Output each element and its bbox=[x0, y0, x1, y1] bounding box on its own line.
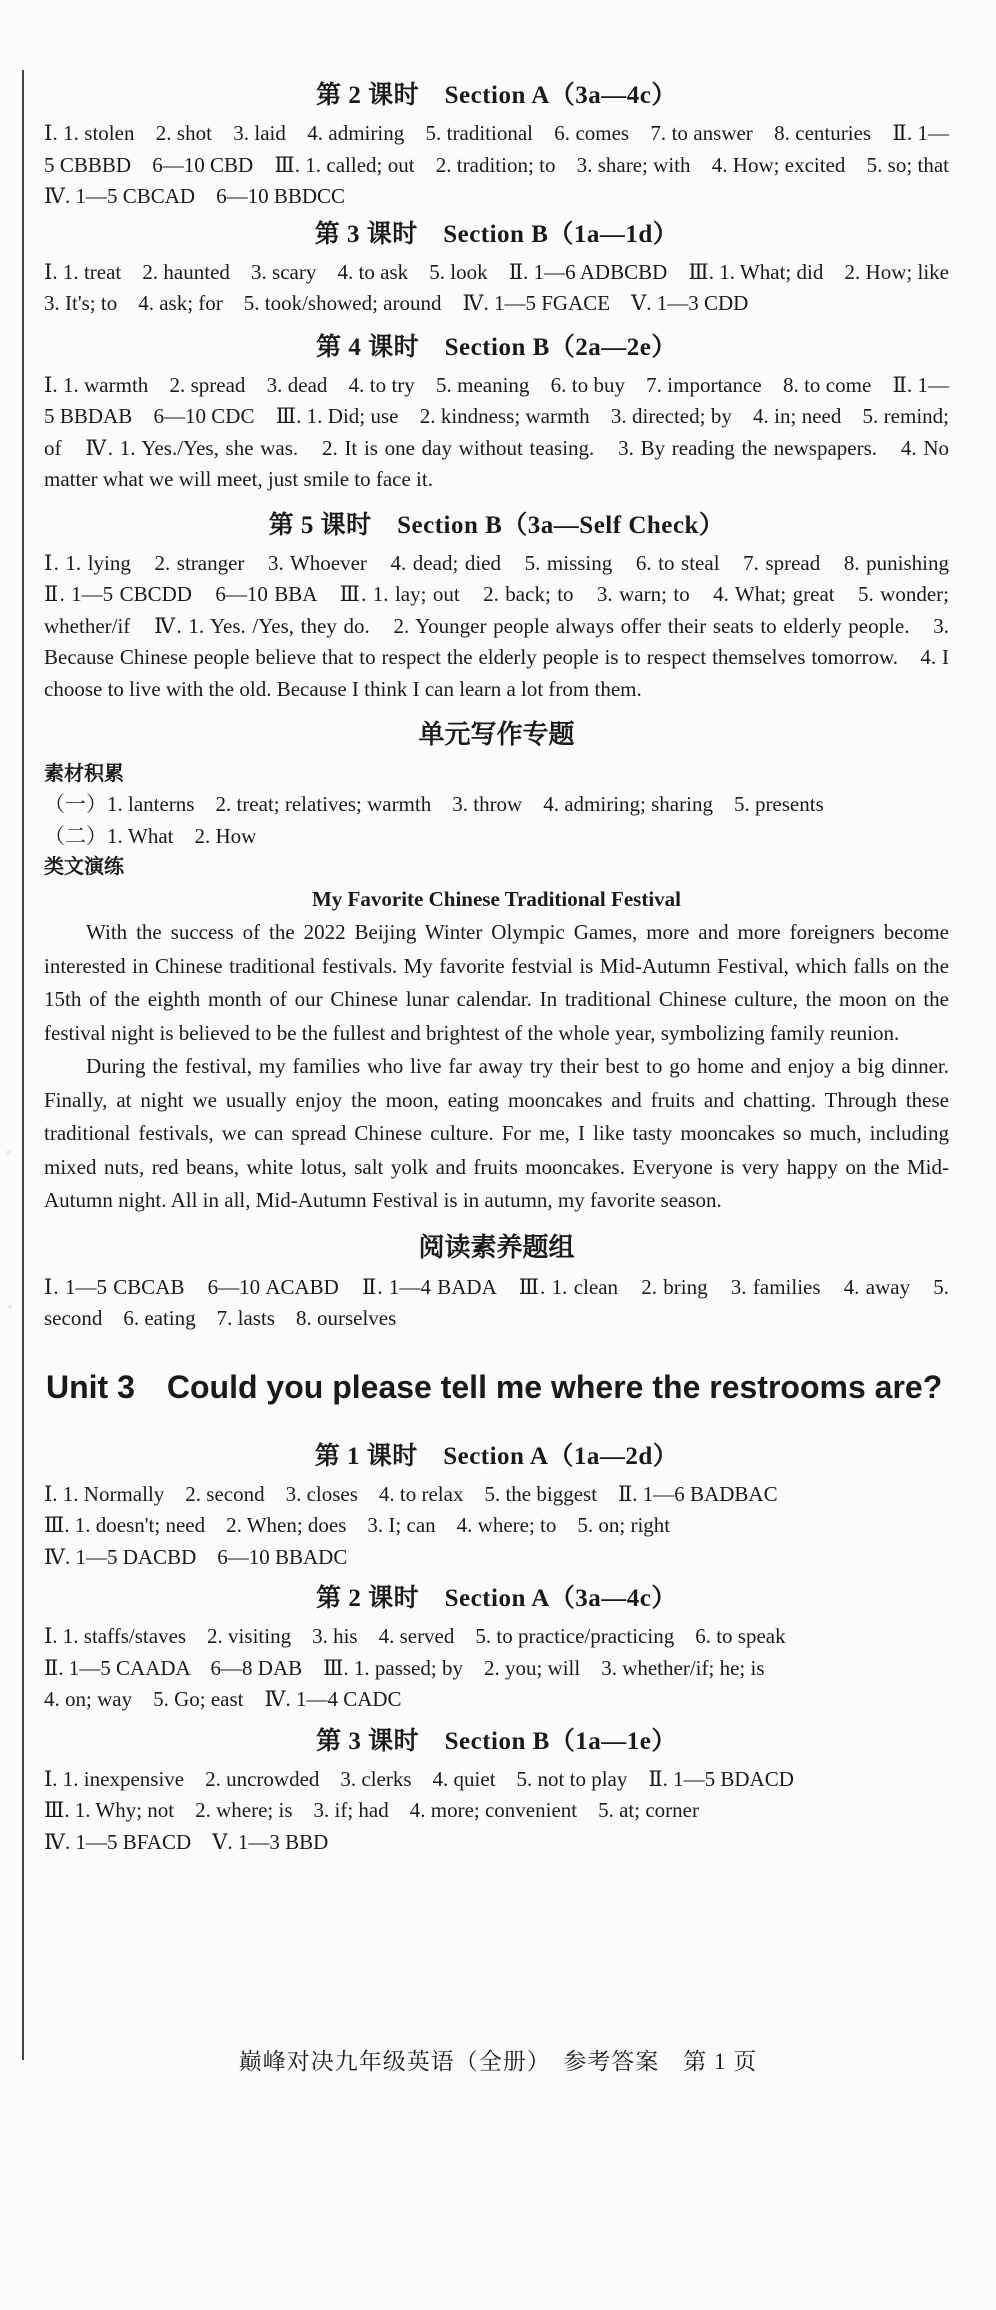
reading-heading: 阅读素养题组 bbox=[418, 1232, 575, 1262]
material-label: 素材积累 bbox=[44, 763, 124, 785]
unit3-lesson-1-line: Ⅰ. 1. Normally 2. second 3. closes 4. to relax 5. the biggest Ⅱ. 1—6 BADBAC bbox=[44, 1481, 778, 1506]
scan-speck bbox=[8, 1305, 12, 1309]
scan-speck bbox=[6, 1150, 11, 1155]
lesson-4-heading: 第 4 课时 Section B（2a—2e） bbox=[316, 333, 677, 361]
lesson-3-answers: Ⅰ. 1. treat 2. haunted 3. scary 4. to ask 5. look Ⅱ. 1—6 ADBCBD Ⅲ. 1. What; did 2. How; like 3. It's; to 4. ask; for 5. took/showed; around Ⅳ. 1—5 FGACE Ⅴ. 1—3 CDD bbox=[44, 259, 970, 315]
essay-paragraph-1: With the success of the 2022 Beijing Winter Olympic Games, more and more foreigners become interested in Chinese traditional festivals. My favorite festvial is Mid-Autumn Festival, which falls on the 15th of the eighth month of our Chinese lunar calendar. In traditional Chinese culture, the moon on the festival night is believed to be the fullest and brightest of the whole year, symbolizing family reunion. bbox=[44, 920, 949, 1045]
lesson-2-heading: 第 2 课时 Section A（3a—4c） bbox=[316, 82, 677, 109]
writing-heading: 单元写作专题 bbox=[418, 720, 575, 749]
unit3-lesson-1-line: Ⅲ. 1. doesn't; need 2. When; does 3. I; can 4. where; to 5. on; right bbox=[44, 1513, 671, 1537]
unit3-lesson-1-heading: 第 1 课时 Section A（1a—2d） bbox=[314, 1442, 679, 1470]
material-line-2: （二）1. What 2. How bbox=[44, 823, 257, 848]
essay-paragraph-2: During the festival, my families who live far away try their best to go home and enjoy a big dinner. Finally, at night we usually enjoy the moon, eating mooncakes and fruits and chatting. Through these traditional festivals, we can spread Chinese culture. For me, I like tasty mooncakes so much, including mixed nuts, red beans, white lotus, salt yolk and fruits mooncakes. Everyone is very happy on the Mid-Autumn night. All in all, Mid-Autumn Festival is in autumn, my favorite season. bbox=[44, 1054, 949, 1212]
unit-3-title: Unit 3 Could you please tell me where the restrooms are? bbox=[46, 1368, 943, 1405]
reading-answers: Ⅰ. 1—5 CBCAB 6—10 ACABD Ⅱ. 1—4 BADA Ⅲ. 1. clean 2. bring 3. families 4. away 5. second 6. eating 7. lasts 8. ourselves bbox=[44, 1274, 949, 1330]
unit3-lesson-2-line: Ⅱ. 1—5 CAADA 6—8 DAB Ⅲ. 1. passed; by 2. you; will 3. whether/if; he; is bbox=[44, 1655, 765, 1680]
unit3-lesson-3-line: Ⅰ. 1. inexpensive 2. uncrowded 3. clerks 4. quiet 5. not to play Ⅱ. 1—5 BDACD bbox=[44, 1766, 794, 1791]
essay-title: My Favorite Chinese Traditional Festival bbox=[311, 887, 682, 911]
unit3-lesson-1-line: Ⅳ. 1—5 DACBD 6—10 BBADC bbox=[44, 1544, 348, 1569]
left-margin-rule bbox=[22, 70, 24, 2060]
practice-label: 类文演练 bbox=[44, 856, 124, 878]
material-line-1: （一）1. lanterns 2. treat; relatives; warmth 3. throw 4. admiring; sharing 5. presents bbox=[44, 792, 824, 816]
unit3-lesson-2-heading: 第 2 课时 Section A（3a—4c） bbox=[316, 1585, 677, 1612]
lesson-5-answers: Ⅰ. 1. lying 2. stranger 3. Whoever 4. dead; died 5. missing 6. to steal 7. spread 8. punishing Ⅱ. 1—5 CBCDD 6—10 BBA Ⅲ. 1. lay; out 2. back; to 3. warn; to 4. What; great 5. wonder; whether/if Ⅳ. 1. Yes. /Yes, they do. 2. Younger people always offer their seats to elderly people. 3. Because Chinese people believe that to respect the elderly people is to respect themselves tomorrow. 4. I choose to live with the old. Because I think I can learn a lot from them. bbox=[44, 550, 970, 701]
unit3-lesson-3-heading: 第 3 课时 Section B（1a—1e） bbox=[316, 1727, 677, 1755]
lesson-4-answers: Ⅰ. 1. warmth 2. spread 3. dead 4. to try 5. meaning 6. to buy 7. importance 8. to come Ⅱ. 1—5 BBDAB 6—10 CDC Ⅲ. 1. Did; use 2. kindness; warmth 3. directed; by 4. in; need 5. remind; of Ⅳ. 1. Yes./Yes, she was. 2. It is one day without teasing. 3. By reading the newspapers. 4. No matter what we will meet, just smile to face it. bbox=[44, 372, 949, 491]
unit3-lesson-2-line: Ⅰ. 1. staffs/staves 2. visiting 3. his 4. served 5. to practice/practicing 6. to speak bbox=[44, 1624, 786, 1648]
unit3-lesson-3-line: Ⅲ. 1. Why; not 2. where; is 3. if; had 4. more; convenient 5. at; corner bbox=[44, 1798, 699, 1822]
unit3-lesson-2-line: 4. on; way 5. Go; east Ⅳ. 1—4 CADC bbox=[44, 1687, 402, 1711]
answer-content bbox=[44, 74, 970, 1858]
lesson-2-answers: Ⅰ. 1. stolen 2. shot 3. laid 4. admiring 5. traditional 6. comes 7. to answer 8. centuries Ⅱ. 1—5 CBBBD 6—10 CBD Ⅲ. 1. called; out 2. tradition; to 3. share; with 4. How; excited 5. so; that Ⅳ. 1—5 CBCAD 6—10 BBDCC bbox=[44, 121, 970, 208]
page-footer: 巅峰对决九年级英语（全册） 参考答案 第 1 页 bbox=[238, 2049, 758, 2074]
unit3-lesson-3-line: Ⅳ. 1—5 BFACD Ⅴ. 1—3 BBD bbox=[44, 1829, 329, 1854]
lesson-3-heading: 第 3 课时 Section B（1a—1d） bbox=[314, 220, 679, 248]
lesson-5-heading: 第 5 课时 Section B（3a—Self Check） bbox=[268, 511, 725, 539]
